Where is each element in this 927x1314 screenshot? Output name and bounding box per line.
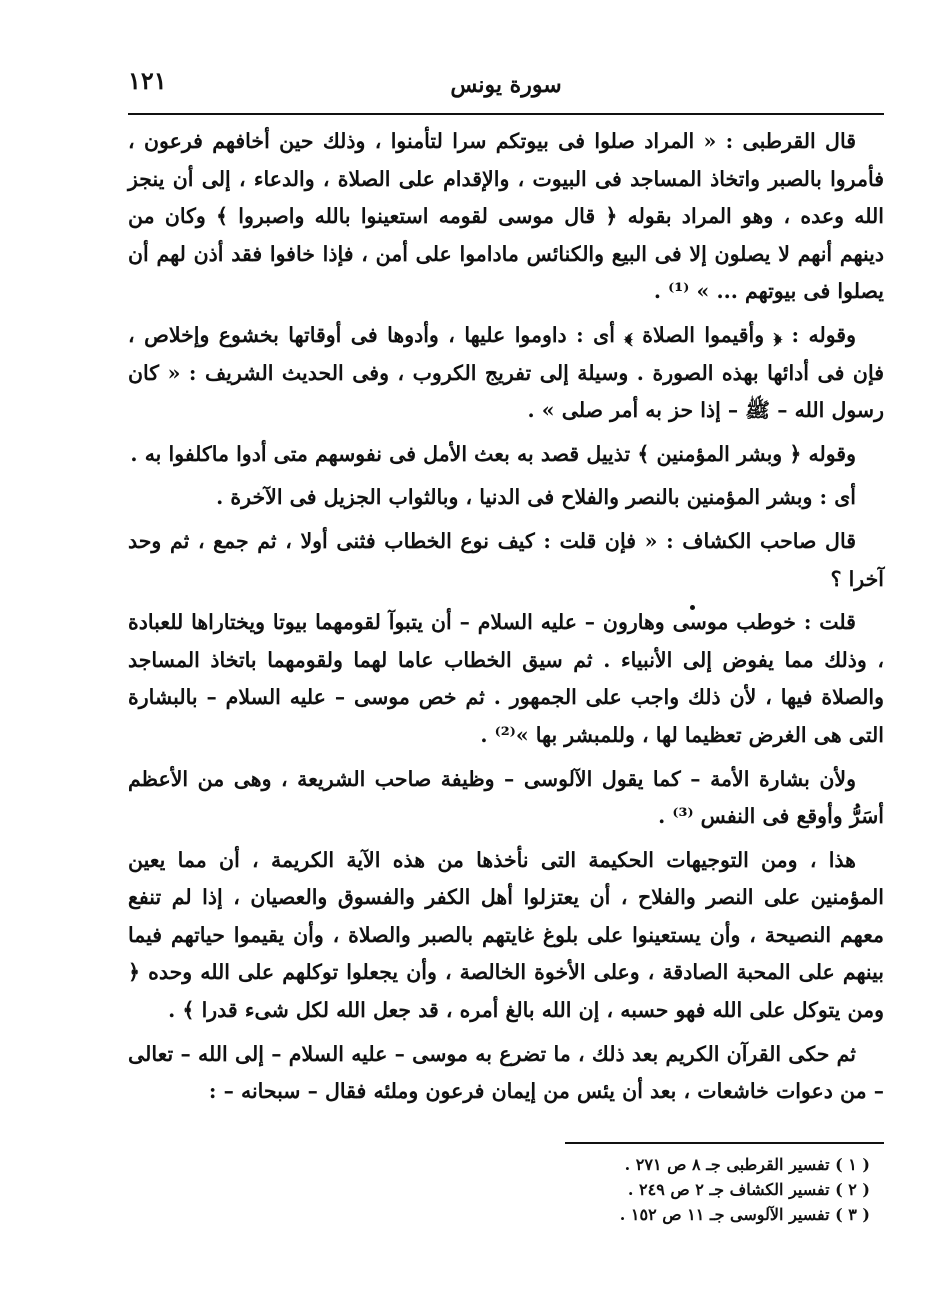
paragraph: قال القرطبى : « المراد صلوا فى بيوتكم سرا لتأمنوا ، وذلك حين أخافهم فرعون ، فأمروا بالصبر واتخاذ المساجد فى البيوت ، والإقدام على الصلاة ، والدعاء ، إلى أن ينجز الله وعده ، وهو المراد بقوله ﴿ قال موسى لقومه استعينوا بالله واصبروا ﴾ وكان من دينهم أنهم لا يصلون إلا فى البيع والكنائس ماداموا على أمن ، فإذا خافوا فقد أذن لهم أن يصلوا فى بيوتهم ... » ⁽¹⁾ . [128, 129, 884, 304]
footnote: ( ٢ ) تفسير الكشاف جـ ٢ ص ٢٤٩ . [627, 1180, 870, 1199]
paragraph: أى : وبشر المؤمنين بالنصر والفلاح فى الدنيا ، وبالثواب الجزيل فى الآخرة . [216, 485, 856, 510]
page-title: سورة يونس [450, 72, 562, 98]
page-number: ١٢١ [128, 66, 167, 95]
header-divider [128, 113, 884, 115]
print-speck [690, 605, 695, 610]
footnote-divider [565, 1142, 884, 1144]
paragraph: ولأن بشارة الأمة – كما يقول الآلوسى – وظيفة صاحب الشريعة ، وهى من الأعظم أسَرُّ وأوقع فى النفس ⁽³⁾ . [128, 766, 884, 829]
paragraph: هذا ، ومن التوجيهات الحكيمة التى نأخذها من هذه الآية الكريمة ، أن مما يعين المؤمنين على النصر والفلاح ، أن يعتزلوا أهل الكفر والفسوق والعصيان ، إذا لم تنفع معهم النصيحة ، وأن يستعينوا على بلوغ غايتهم بالصبر والصلاة ، وأن يقيموا حياتهم فيما بينهم على المحبة الصادقة ، وعلى الأخوة الخالصة ، وأن يجعلوا توكلهم على الله وحده ﴿ ومن يتوكل على الله فهو حسبه ، إن الله بالغ أمره ، قد جعل الله لكل شىء قدرا ﴾ . [128, 847, 884, 1023]
paragraph: قال صاحب الكشاف : « فإن قلت : كيف نوع الخطاب فثنى أولا ، ثم جمع ، ثم وحد آخرا ؟ [128, 528, 884, 591]
footnotes [128, 1152, 870, 1227]
paragraph: وقوله ﴿ وبشر المؤمنين ﴾ تذييل قصد به بعث الأمل فى نفوسهم متى أدوا ماكلفوا به . [130, 441, 856, 466]
footnote: ( ٣ ) تفسير الآلوسى جـ ١١ ص ١٥٢ . [619, 1205, 870, 1224]
paragraph: ثم حكى القرآن الكريم بعد ذلك ، ما تضرع به موسى – عليه السلام – إلى الله – تعالى – من دعوات خاشعات ، بعد أن يئس من إيمان فرعون وملئه فقال – سبحانه – : [128, 1041, 884, 1104]
paragraph: قلت : خوطب موسى وهارون – عليه السلام – أن يتبوآ لقومهما بيوتا ويختاراها للعبادة ، وذلك مما يفوض إلى الأنبياء . ثم سيق الخطاب عاما لهما ولقومهما باتخاذ المساجد والصلاة فيها ، لأن ذلك واجب على الجمهور . ثم خص موسى – عليه السلام – بالبشارة التى هى الغرض تعظيما لها ، وللمبشر بها »⁽²⁾ . [128, 610, 884, 747]
paragraph: وقوله : ﴿ وأقيموا الصلاة ﴾ أى : داوموا عليها ، وأدوها فى أوقاتها بخشوع وإخلاص ، فإن فى أدائها بهذه الصورة . وسيلة إلى تفريج الكروب ، وفى الحديث الشريف : « كان رسول الله – ﷺ – إذا حز به أمر صلى » . [128, 322, 884, 423]
main-text [128, 123, 884, 1117]
footnote: ( ١ ) تفسير القرطبى جـ ٨ ص ٢٧١ . [624, 1155, 870, 1174]
page-header [128, 62, 884, 106]
